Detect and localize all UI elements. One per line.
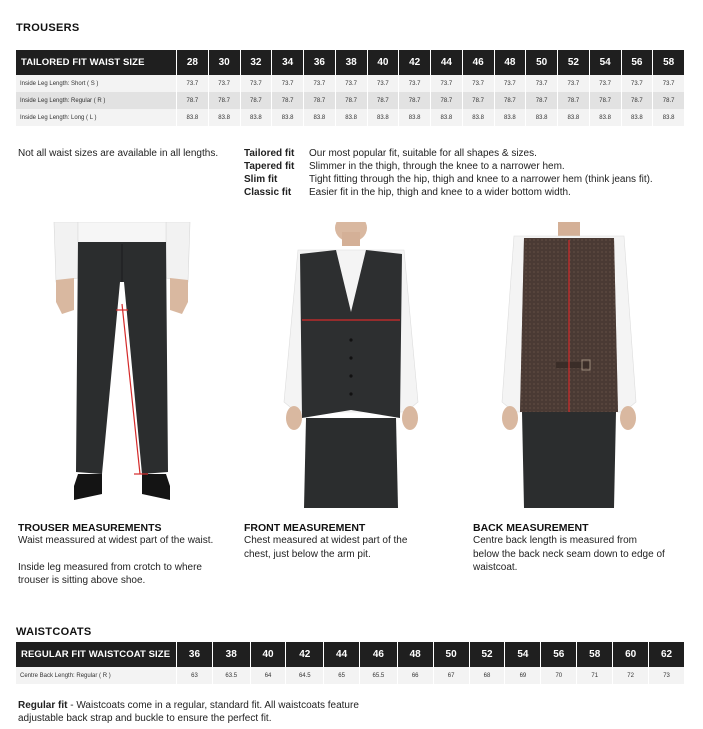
size-header-50: 50 [434,642,469,667]
table-cell: 66 [398,667,433,684]
row-label: Inside Leg Length: Long ( L ) [16,109,176,126]
table-cell: 83.8 [336,109,367,126]
table-cell: 83.8 [177,109,208,126]
trousers-size-table [15,50,685,126]
table-cell: 72 [613,667,648,684]
table-cell: 73.7 [463,75,494,92]
trouser-measurements-block [18,522,248,588]
table-cell: 73.7 [209,75,240,92]
size-header-48: 48 [495,50,526,75]
table-cell: 64 [251,667,286,684]
table-row [16,75,684,92]
fit-name: Slim fit [244,174,278,185]
table-cell: 78.7 [177,92,208,109]
table-cell: 78.7 [590,92,621,109]
back-measurement-photo [496,222,642,508]
table-cell: 65 [324,667,359,684]
table-cell: 78.7 [336,92,367,109]
regular-fit-desc-line1: - Waistcoats come in a regular, standard fit. All waistcoats feature [67,700,359,711]
table-cell: 83.8 [399,109,430,126]
fit-desc: Our most popular fit, suitable for all shapes & sizes. [309,148,537,159]
size-header-42: 42 [399,50,430,75]
size-header-52: 52 [558,50,589,75]
row-label: Inside Leg Length: Short ( S ) [16,75,176,92]
table-cell: 70 [541,667,576,684]
front-measurement-line2: chest, just below the arm pit. [244,548,371,560]
front-measurement-line1: Chest measured at widest part of the [244,535,408,546]
size-header-58: 58 [577,642,612,667]
trouser-measurements-line3: trouser is sitting above shoe. [18,575,146,586]
waistcoats-section-title: WAISTCOATS [16,626,92,638]
table-cell: 83.8 [653,109,684,126]
back-measurement-line2: below the back neck seam down to edge of [473,548,665,560]
size-header-44: 44 [324,642,359,667]
table-cell: 73.7 [653,75,684,92]
waistcoat-size-table [15,642,685,684]
back-measurement-line1: Centre back length is measured from [473,535,637,546]
front-measurement-block [244,522,464,561]
table-cell: 83.8 [431,109,462,126]
table-cell: 78.7 [209,92,240,109]
fit-name: Tailored fit [244,148,295,159]
fit-desc: Tight fitting through the hip, thigh and knee to a narrower hem (think jeans fit). [309,174,653,185]
front-waistcoat-illustration [276,222,426,508]
size-header-38: 38 [213,642,250,667]
table-cell: 73.7 [590,75,621,92]
size-header-32: 32 [241,50,272,75]
table-cell: 73.7 [368,75,399,92]
fit-name: Classic fit [244,187,292,198]
table-cell: 78.7 [241,92,272,109]
size-header-56: 56 [622,50,653,75]
size-header-28: 28 [177,50,208,75]
table-cell: 83.8 [526,109,557,126]
fit-name: Tapered fit [244,161,295,172]
table-cell: 78.7 [653,92,684,109]
size-header-34: 34 [272,50,303,75]
regular-fit-name: Regular fit [18,700,68,711]
table-row [16,92,684,109]
size-header-54: 54 [590,50,621,75]
table-cell: 73.7 [336,75,367,92]
table-cell: 78.7 [431,92,462,109]
size-header-60: 60 [613,642,648,667]
table-cell: 78.7 [495,92,526,109]
size-header-56: 56 [541,642,576,667]
front-measurement-title: FRONT MEASUREMENT [244,522,366,534]
row-label: Centre Back Length: Regular ( R ) [16,667,176,684]
table-cell: 78.7 [368,92,399,109]
table-cell: 73.7 [241,75,272,92]
back-measurement-title: BACK MEASUREMENT [473,522,589,534]
table-cell: 64.5 [286,667,323,684]
size-header-42: 42 [286,642,323,667]
table-cell: 73.7 [304,75,335,92]
table-cell: 83.8 [368,109,399,126]
size-header-40: 40 [368,50,399,75]
regular-fit-note [18,699,438,725]
table-cell: 78.7 [558,92,589,109]
table-cell: 73.7 [622,75,653,92]
table-row [16,667,684,684]
table-cell: 69 [505,667,540,684]
table-row [16,109,684,126]
fit-desc: Easier fit in the hip, thigh and knee to a wider bottom width. [309,187,571,198]
regular-fit-note-line1 [18,699,438,712]
size-header-30: 30 [209,50,240,75]
table-cell: 83.8 [304,109,335,126]
size-header-36: 36 [304,50,335,75]
trouser-measurements-line2: Inside leg measured from crotch to where [18,561,202,573]
table-cell: 73.7 [431,75,462,92]
table-cell: 78.7 [304,92,335,109]
table-cell: 73.7 [177,75,208,92]
trousers-section-title: TROUSERS [16,22,80,34]
size-header-label: REGULAR FIT WAISTCOAT SIZE [16,642,176,667]
table-cell: 83.8 [241,109,272,126]
size-header-52: 52 [470,642,505,667]
regular-fit-desc-line2: adjustable back strap and buckle to ensure the perfect fit. [18,713,272,724]
table-cell: 68 [470,667,505,684]
size-header-48: 48 [398,642,433,667]
size-header-46: 46 [360,642,397,667]
table-cell: 83.8 [622,109,653,126]
table-cell: 63 [177,667,212,684]
table-cell: 73 [649,667,684,684]
table-cell: 83.8 [495,109,526,126]
table-cell: 83.8 [463,109,494,126]
size-header-54: 54 [505,642,540,667]
back-measurement-block [473,522,698,575]
availability-note: Not all waist sizes are available in all lengths. [18,148,219,159]
trouser-illustration [52,222,192,506]
table-cell: 78.7 [622,92,653,109]
table-cell: 73.7 [495,75,526,92]
table-cell: 78.7 [399,92,430,109]
trouser-measurements-line1: Waist meassured at widest part of the waist. [18,535,214,546]
table-cell: 78.7 [463,92,494,109]
table-cell: 78.7 [272,92,303,109]
front-measurement-photo [276,222,426,508]
trouser-measurements-title: TROUSER MEASUREMENTS [18,522,162,534]
fit-desc: Slimmer in the thigh, through the knee to a narrower hem. [309,161,565,172]
table-cell: 67 [434,667,469,684]
row-label: Inside Leg Length: Regular ( R ) [16,92,176,109]
size-header-label: TAILORED FIT WAIST SIZE [16,50,176,75]
fit-descriptions [244,148,694,204]
size-header-46: 46 [463,50,494,75]
table-cell: 73.7 [399,75,430,92]
trouser-measurement-photo [52,222,192,506]
table-cell: 83.8 [272,109,303,126]
back-measurement-line3: waistcoat. [473,562,518,573]
size-header-58: 58 [653,50,684,75]
table-cell: 73.7 [558,75,589,92]
table-cell: 78.7 [526,92,557,109]
table-cell: 63.5 [213,667,250,684]
table-cell: 83.8 [590,109,621,126]
table-cell: 71 [577,667,612,684]
table-cell: 83.8 [209,109,240,126]
size-header-50: 50 [526,50,557,75]
back-waistcoat-illustration [496,222,642,508]
size-header-62: 62 [649,642,684,667]
size-header-40: 40 [251,642,286,667]
table-cell: 65.5 [360,667,397,684]
size-header-38: 38 [336,50,367,75]
size-header-44: 44 [431,50,462,75]
size-header-36: 36 [177,642,212,667]
table-cell: 73.7 [272,75,303,92]
table-cell: 83.8 [558,109,589,126]
table-cell: 73.7 [526,75,557,92]
